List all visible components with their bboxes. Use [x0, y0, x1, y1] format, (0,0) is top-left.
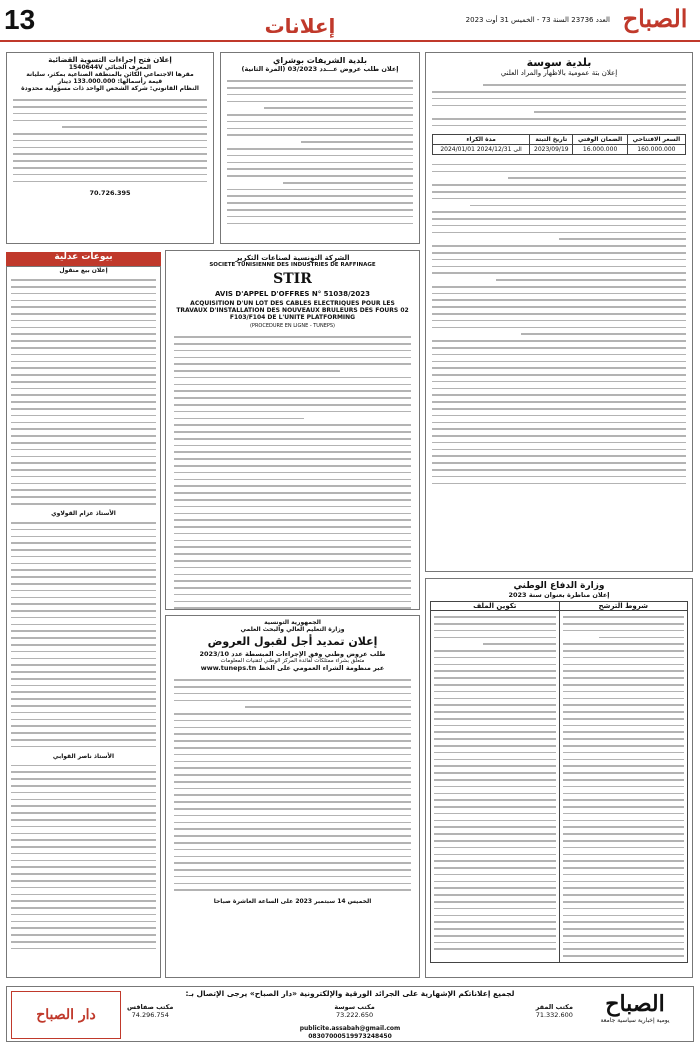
table-cell: 16.000.000	[573, 144, 627, 154]
ad-title: وزارة الدفاع الوطني	[513, 581, 605, 591]
branch-name: مكتب المقر	[535, 1003, 573, 1011]
tagline: يومية إخبارية سياسية جامعة	[600, 1017, 670, 1024]
ad-subtitle: إعلان مناظرة بعنوان سنة 2023	[508, 591, 610, 599]
footer-logo	[581, 991, 689, 1024]
corner-logo: دار الصباح	[11, 991, 121, 1039]
table-cell: 2024/01/01 الى 2024/12/31	[433, 144, 530, 154]
ad-note: متعلق بشراء ممتلكات لفائدة المركز الوطني لتقنيات المعلومات	[220, 658, 365, 664]
info-line: المعرف الجبائي 1540644V	[68, 64, 152, 71]
section-title: إعلانات	[264, 14, 336, 38]
company-name-ar: الشركة التونسية لصناعات التكرير	[235, 254, 350, 262]
footer-ad	[6, 986, 694, 1042]
info-line: النظام القانوني: شركة الشخص الواحد ذات مسؤولية محدودة	[21, 85, 199, 92]
legal-title: بيوعات عدلية	[6, 252, 161, 262]
table-header: الضمان الوقتي	[573, 134, 627, 144]
ad-defense	[425, 578, 693, 978]
column-header: تكوين الملف	[431, 602, 559, 611]
branch-name: مكتب سوسة	[334, 1003, 375, 1011]
amount: 70.726.395	[89, 189, 131, 198]
ad-legal-sidebar	[6, 266, 161, 978]
ad-municipality-sousse	[425, 52, 693, 572]
defense-columns	[426, 599, 692, 965]
ad-title: بلدية الشريفات بوشراي	[273, 56, 367, 65]
branch-name: مكتب صفاقس	[127, 1003, 174, 1011]
ad-company-dissolution	[6, 52, 214, 244]
notice-title: الأستاذ عزام القولاوي	[51, 509, 116, 517]
ministry: الجمهورية التونسية	[264, 619, 321, 626]
newspaper-logo: الصباح	[622, 4, 688, 33]
price-table	[426, 134, 692, 155]
company-name-fr: SOCIETE TUNISIENNE DES INDUSTRIES DE RAFFINAGE	[209, 262, 376, 268]
ad-title: إعلان فتح إجراءات التسوية القضائية	[48, 56, 172, 64]
portal-text: عبر منظومة الشراء العمومي على الخط www.tuneps.tn	[200, 664, 385, 672]
table-header: السعر الافتتاحي	[627, 134, 685, 144]
table-header: تاريخ التبتة	[530, 134, 573, 144]
page-number: 13	[4, 4, 36, 35]
ad-education	[165, 615, 420, 978]
ad-subtitle: إعلان بتة عمومية بالاظهار والمراد العلني	[500, 69, 618, 77]
call-title: AVIS D'APPEL D'OFFRES N° 51038/2023	[214, 290, 371, 298]
notice-title: إعلان بيع منقول	[59, 267, 108, 274]
info-line: قيمة رأسمالها: 133.000.000 دينار	[57, 78, 163, 85]
table-cell: 160.000.000	[627, 144, 685, 154]
ad-title: بلدية سوسة	[526, 56, 592, 69]
branch-phone: 71.332.600	[535, 1011, 573, 1019]
deadline: الخميس 14 سبتمبر 2023 على الساعة العاشرة صباحا	[213, 898, 372, 906]
footer-headline: لجميع إعلاناتكم الإشهارية على الجرائد الورقية والإلكترونية «دار الصباح» يرجى الإتصال بـ:	[185, 989, 515, 998]
notice-title: الأستاذ ناصر القوابي	[52, 752, 115, 760]
info-line: مقرها الاجتماعي الكائن بالمنطقة الصناعية بمكثر، سليانة	[26, 71, 194, 78]
logo-text: الصباح	[605, 991, 665, 1017]
ad-subtitle: إعلان طلب عروض عـــدد 03/2023 (المرة الثانية)	[241, 65, 399, 73]
branch-phone: 73.222.650	[335, 1011, 374, 1019]
text-block	[426, 155, 692, 494]
ad-subtitle: طلب عروض وطني وفق الإجراءات المبسطة عدد 2023/10	[199, 650, 386, 658]
issue-info: العدد 23736 السنة 73 - الخميس 31 أوت 2023	[465, 16, 610, 24]
table-header: مدة الكراء	[433, 134, 530, 144]
footer-email: publicite.assabah@gmail.com	[299, 1025, 401, 1032]
column-file	[430, 601, 559, 963]
column-header: شروط الترشح	[560, 602, 688, 611]
ad-bouchrawi	[220, 52, 420, 244]
branch-phone: 74.296.754	[131, 1011, 169, 1019]
column-conditions	[559, 601, 689, 963]
text-block	[426, 77, 692, 134]
footer-rib: 08307000519973248450	[308, 1033, 392, 1040]
ad-title: إعلان تمديد أجل لقبول العروض	[207, 635, 378, 648]
ad-stir	[165, 250, 420, 610]
call-object: ACQUISITION D'UN LOT DES CABLES ELECTRIQUES POUR LES TRAVAUX D'INSTALLATION DES NOUVEAUX BRULEURS DES FOURS 02 F103/F104 DE L'UNITE PLATFORMING	[176, 300, 409, 321]
legal-banner	[6, 252, 161, 266]
table-cell: 2023/09/19	[530, 144, 573, 154]
header-divider	[0, 40, 700, 42]
stir-logo: STIR	[273, 271, 312, 287]
ministry-name: وزارة التعليم العالي والبحث العلمي	[240, 626, 345, 633]
procedure: (PROCEDURE EN LIGNE - TUNEPS)	[249, 323, 336, 329]
